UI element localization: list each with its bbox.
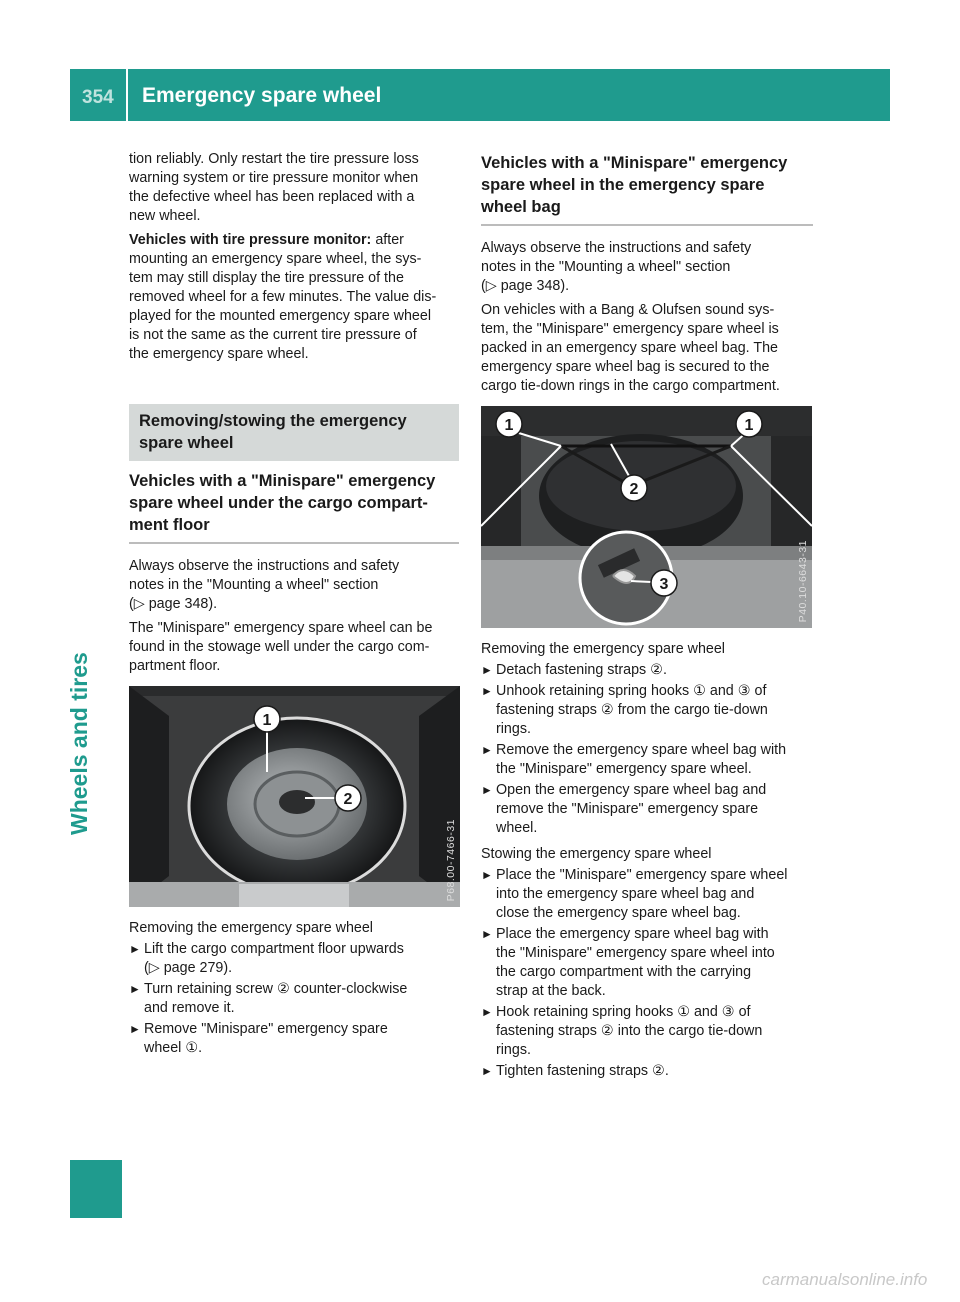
section-heading <box>129 404 459 461</box>
callout-2 <box>335 785 361 811</box>
text-line: Remove the emergency spare wheel bag with <box>496 742 787 758</box>
text-line: On vehicles with a Bang & Olufsen sound sys- <box>481 302 775 318</box>
arrow-icon: ► <box>481 927 493 941</box>
text-line: Remove "Minispare" emergency spare <box>144 1021 388 1037</box>
text-line: and remove it. <box>144 1000 235 1016</box>
list-item <box>481 741 813 779</box>
text-line: into the emergency spare wheel bag and <box>496 886 755 902</box>
side-tab-label: Wheels and tires <box>66 652 92 835</box>
text-line: emergency spare wheel bag is secured to the <box>481 359 770 375</box>
figure-code: P68.00-7466-31 <box>445 818 457 901</box>
text-line: Lift the cargo compartment floor upwards <box>144 941 404 957</box>
observe-paragraph <box>481 239 813 296</box>
text-line: notes in the "Mounting a wheel" section <box>481 259 731 275</box>
heading-line: Vehicles with a "Minispare" emergency <box>129 472 436 490</box>
heading-rule <box>129 542 459 544</box>
sub-heading <box>481 152 813 218</box>
text-fragment: after <box>375 232 404 248</box>
sub-heading <box>129 470 459 536</box>
text-line: rings. <box>496 721 531 737</box>
text-line: found in the stowage well under the cargo com- <box>129 639 430 655</box>
figure-code: P40.10-6643-31 <box>797 539 809 622</box>
text-line: wheel ①. <box>144 1040 203 1056</box>
spare-wheel-bag-figure <box>481 406 812 628</box>
text-line: close the emergency spare wheel bag. <box>496 905 741 921</box>
text-line: Tighten fastening straps ②. <box>496 1063 669 1079</box>
arrow-icon: ► <box>481 1064 493 1078</box>
figure-caption: Removing the emergency spare wheel <box>129 920 373 936</box>
heading-line: Removing/stowing the emergency <box>139 412 407 430</box>
text-line: rings. <box>496 1042 531 1058</box>
text-line: Hook retaining spring hooks ① and ③ of <box>496 1004 751 1020</box>
text-line: Always observe the instructions and safety <box>129 558 400 574</box>
text-line: fastening straps ② into the cargo tie-down <box>496 1023 763 1039</box>
page-reference[interactable]: (▷ page 348). <box>129 596 218 612</box>
monitor-label: Vehicles with tire pressure monitor: <box>129 232 372 248</box>
page-number: 354 <box>82 87 114 108</box>
text-line: remove the "Minispare" emergency spare <box>496 801 759 817</box>
callout-1 <box>254 706 280 732</box>
text-line: packed in an emergency spare wheel bag. The <box>481 340 778 356</box>
arrow-icon: ► <box>481 684 493 698</box>
text-line: strap at the back. <box>496 983 606 999</box>
arrow-icon: ► <box>481 868 493 882</box>
list-item <box>481 682 813 739</box>
text-line <box>129 231 459 250</box>
svg-text:2: 2 <box>343 791 353 808</box>
text-line: the "Minispare" emergency spare wheel. <box>496 761 752 777</box>
text-line: Turn retaining screw ② counter-clockwise <box>144 981 408 997</box>
text-line: The "Minispare" emergency spare wheel can be <box>129 620 433 636</box>
text-line: partment floor. <box>129 658 221 674</box>
right-column <box>481 150 813 1081</box>
side-tab-block <box>70 1160 122 1218</box>
heading-line: ment floor <box>129 516 210 534</box>
list-item <box>481 661 813 680</box>
list-item <box>129 1020 459 1058</box>
svg-text:3: 3 <box>659 576 669 593</box>
text-line: the defective wheel has been replaced with a <box>129 189 415 205</box>
heading-line: Vehicles with a "Minispare" emergency <box>481 154 788 172</box>
arrow-icon: ► <box>481 663 493 677</box>
list-item <box>129 980 459 1018</box>
svg-text:1: 1 <box>262 712 272 729</box>
callout-1-right <box>736 411 762 437</box>
text-line: the cargo compartment with the carrying <box>496 964 752 980</box>
svg-text:2: 2 <box>629 481 639 498</box>
heading-rule <box>481 224 813 226</box>
spare-wheel-figure <box>129 686 460 907</box>
text-line: wheel. <box>496 820 538 836</box>
list-item <box>481 781 813 838</box>
arrow-icon: ► <box>481 743 493 757</box>
text-line: Unhook retaining spring hooks ① and ③ of <box>496 683 767 699</box>
heading-line: wheel bag <box>481 198 561 216</box>
text-line: mounting an emergency spare wheel, the sys- <box>129 251 422 267</box>
arrow-icon: ► <box>481 1005 493 1019</box>
header-divider <box>126 69 128 121</box>
steps-list <box>129 940 459 1058</box>
watermark: carmanualsonline.info <box>762 1270 928 1289</box>
page-reference[interactable]: (▷ page 348). <box>481 278 570 294</box>
list-item <box>481 1062 813 1081</box>
heading-line: spare wheel under the cargo compart- <box>129 494 428 512</box>
callout-1-left <box>496 411 522 437</box>
arrow-icon: ► <box>129 1022 141 1036</box>
list-item <box>481 925 813 1001</box>
arrow-icon: ► <box>129 982 141 996</box>
remove-steps-list <box>481 661 813 838</box>
text-line: warning system or tire pressure monitor when <box>129 170 419 186</box>
page-reference[interactable]: (▷ page 279). <box>144 960 233 976</box>
text-line: is not the same as the current tire pressure of <box>129 327 417 343</box>
spare-wheel-bag-photo <box>481 406 812 628</box>
text-line: new wheel. <box>129 208 201 224</box>
text-line: the emergency spare wheel. <box>129 346 309 362</box>
text-line: Open the emergency spare wheel bag and <box>496 782 767 798</box>
heading-line: spare wheel in the emergency spare <box>481 176 765 194</box>
page-title: Emergency spare wheel <box>142 84 382 107</box>
text-line: cargo tie-down rings in the cargo compartment. <box>481 378 780 394</box>
callout-2 <box>621 475 647 501</box>
text-line: tem, the "Minispare" emergency spare wheel is <box>481 321 779 337</box>
bang-paragraph <box>481 301 813 396</box>
list-item <box>481 1003 813 1060</box>
text-line: removed wheel for a few minutes. The value dis- <box>129 289 437 305</box>
left-column <box>129 150 459 1058</box>
svg-text:1: 1 <box>744 417 754 434</box>
text-line: played for the mounted emergency spare wheel <box>129 308 432 324</box>
intro-paragraph <box>129 150 459 226</box>
text-line: Place the emergency spare wheel bag with <box>496 926 769 942</box>
text-line: the "Minispare" emergency spare wheel into <box>496 945 775 961</box>
arrow-icon: ► <box>481 783 493 797</box>
text-line: Detach fastening straps ②. <box>496 662 667 678</box>
text-line: Place the "Minispare" emergency spare wheel <box>496 867 788 883</box>
found-paragraph <box>129 619 459 676</box>
spare-wheel-photo <box>129 686 460 907</box>
figure-caption-stow: Stowing the emergency spare wheel <box>481 846 712 862</box>
arrow-icon: ► <box>129 942 141 956</box>
text-line: tion reliably. Only restart the tire pressure loss <box>129 151 419 167</box>
figure-caption-remove: Removing the emergency spare wheel <box>481 641 725 657</box>
stow-steps-list <box>481 866 813 1081</box>
text-line: tem may still display the tire pressure of the <box>129 270 404 286</box>
callout-3 <box>651 570 677 596</box>
list-item <box>481 866 813 923</box>
list-item <box>129 940 459 978</box>
svg-text:1: 1 <box>504 417 514 434</box>
text-line: fastening straps ② from the cargo tie-down <box>496 702 768 718</box>
heading-line: spare wheel <box>139 434 234 452</box>
observe-paragraph <box>129 557 459 614</box>
text-line: Always observe the instructions and safety <box>481 240 752 256</box>
text-line: notes in the "Mounting a wheel" section <box>129 577 379 593</box>
monitor-paragraph <box>129 231 459 364</box>
